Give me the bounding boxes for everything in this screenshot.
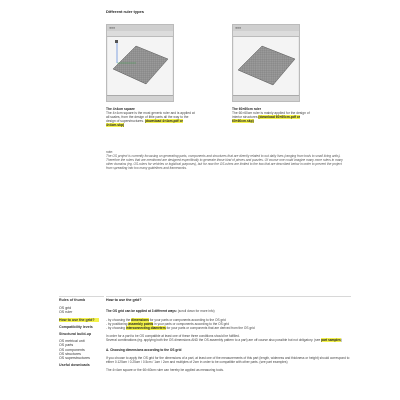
way-text: - by positioning — [106, 322, 129, 326]
way-text: for your parts or components that are derived from the OS grid — [165, 326, 255, 330]
rules-nav — [59, 298, 99, 367]
main-divider — [106, 296, 351, 297]
nav-item-os-superstructures[interactable]: OS superstructures — [59, 356, 90, 361]
window-controls-icon: ●●● — [109, 25, 115, 30]
grid-plane-icon — [234, 37, 298, 94]
ruler-text: The 4×4cm square is the most generic ruler and is applied at all scales, from the design of little parts all the way to the design of superstructures. — [106, 111, 195, 124]
section-title: Different ruler types — [106, 9, 145, 14]
download-link-4x4[interactable]: (download 4×4cm.pdf or 4×4cm.skp) — [106, 119, 183, 128]
rule-text: In order for a part to be OS compatible at least one of these three conditions should be fulfilled. — [106, 334, 240, 338]
nav-item-structural-build-up[interactable]: Structural build-up — [59, 332, 92, 337]
window-statusbar — [107, 95, 173, 101]
note-label: note: — [106, 150, 114, 154]
note-block — [106, 150, 346, 170]
window-statusbar — [233, 95, 299, 101]
ruler-screenshot-60x60 — [232, 24, 300, 102]
combo-text-part: ) — [340, 338, 342, 342]
nav-item-useful-downloads[interactable]: Useful downloads — [59, 363, 90, 368]
applied-suffix: (scroll down for more info) — [177, 309, 215, 313]
last-text: The 4×4cm square or the 60×60cm ruler can hereby be applied as measuring tools. — [106, 368, 224, 372]
combo-text-part: Several combinations (eg. applying both the OS dimensions AND the OS assembly pattern to a part) are off course also possible but not obligatory. (see — [106, 338, 322, 342]
nav-item-os-ruler[interactable]: OS ruler — [59, 310, 73, 315]
way-text: - by choosing — [106, 326, 126, 330]
download-link-60x60[interactable]: (download 60×60cm.pdf or 60×60cm.skp) — [232, 115, 301, 124]
nav-item-os-components[interactable]: OS components — [59, 347, 85, 352]
section-subheading: A. Choosing dimensions according to the OS grid — [106, 348, 182, 352]
window-controls-icon: ●●● — [235, 25, 241, 30]
ruler-screenshot-4x4 — [106, 24, 174, 102]
ruler-text: The 60×60cm ruler is mainly applied for the design of interior structures — [232, 111, 310, 120]
nav-heading: Rules of thumb — [59, 298, 86, 302]
dims-text: If you choose to apply the OS grid for the dimensions of a part, at least one of the measurements of this part (length, wideness and thickness or height) should correspond to either 0.125cm / 0.25cm / 0.5cm / 1cm / 2cm and multiples of 2cm in order to be compatible with other parts. (see part examples) — [106, 356, 350, 364]
main-content — [106, 298, 351, 372]
ruler-caption-4x4 — [106, 107, 196, 127]
combo-text — [106, 338, 351, 342]
applied-prefix: The OS grid can be applied at 3 different ways: — [106, 309, 177, 313]
assembly-points-link[interactable]: assembly points — [128, 322, 154, 326]
way-text: for your parts or components according to the OS grid — [148, 318, 226, 322]
dimensions-link[interactable]: dimensions — [131, 318, 149, 322]
nav-item-compatibility-levels[interactable]: Compatibility levels — [59, 324, 93, 329]
nav-item-how-to-use-grid[interactable]: How to use the grid? — [59, 318, 99, 322]
way-text: - by choosing the — [106, 318, 132, 322]
nav-item-os-metrical-unit[interactable]: OS metrical unit — [59, 339, 85, 344]
grid-viewport — [234, 37, 298, 95]
part-samples-link[interactable]: part samples — [321, 338, 341, 342]
ruler-title: The 60×60cm ruler — [232, 107, 262, 111]
ruler-title: The 4×4cm square — [106, 107, 135, 111]
nav-item-os-parts[interactable]: OS parts — [59, 343, 74, 348]
way-text: in your parts or components according to the OS grid — [153, 322, 229, 326]
interconnecting-diameters-link[interactable]: interconnecting diameters — [125, 326, 166, 330]
note-text: The OS project is currently focussing on generating parts, components and structures that are directly related to out daily lives (ranging from tools to small living units). Therefore the rulers that are mentioned are designed especifically to generate those kind of pieces and puzzles. Of course one could imagine many more rulers in many other domains (eg. OS-rulers for vehicles or logistical purposes), but for now the OS-rulers are limited to the two that are described below in order to prevent the project from spreading into too many guidelines and frameworks. — [106, 154, 343, 170]
page-title: How to use the grid? — [106, 298, 142, 302]
ruler-caption-60x60 — [232, 107, 312, 123]
nav-item-os-structures[interactable]: OS structures — [59, 351, 81, 356]
nav-divider — [59, 296, 104, 297]
nav-item-os-grid[interactable]: OS grid — [59, 306, 72, 311]
grid-viewport — [108, 37, 172, 95]
grid-plane-icon — [108, 37, 172, 94]
